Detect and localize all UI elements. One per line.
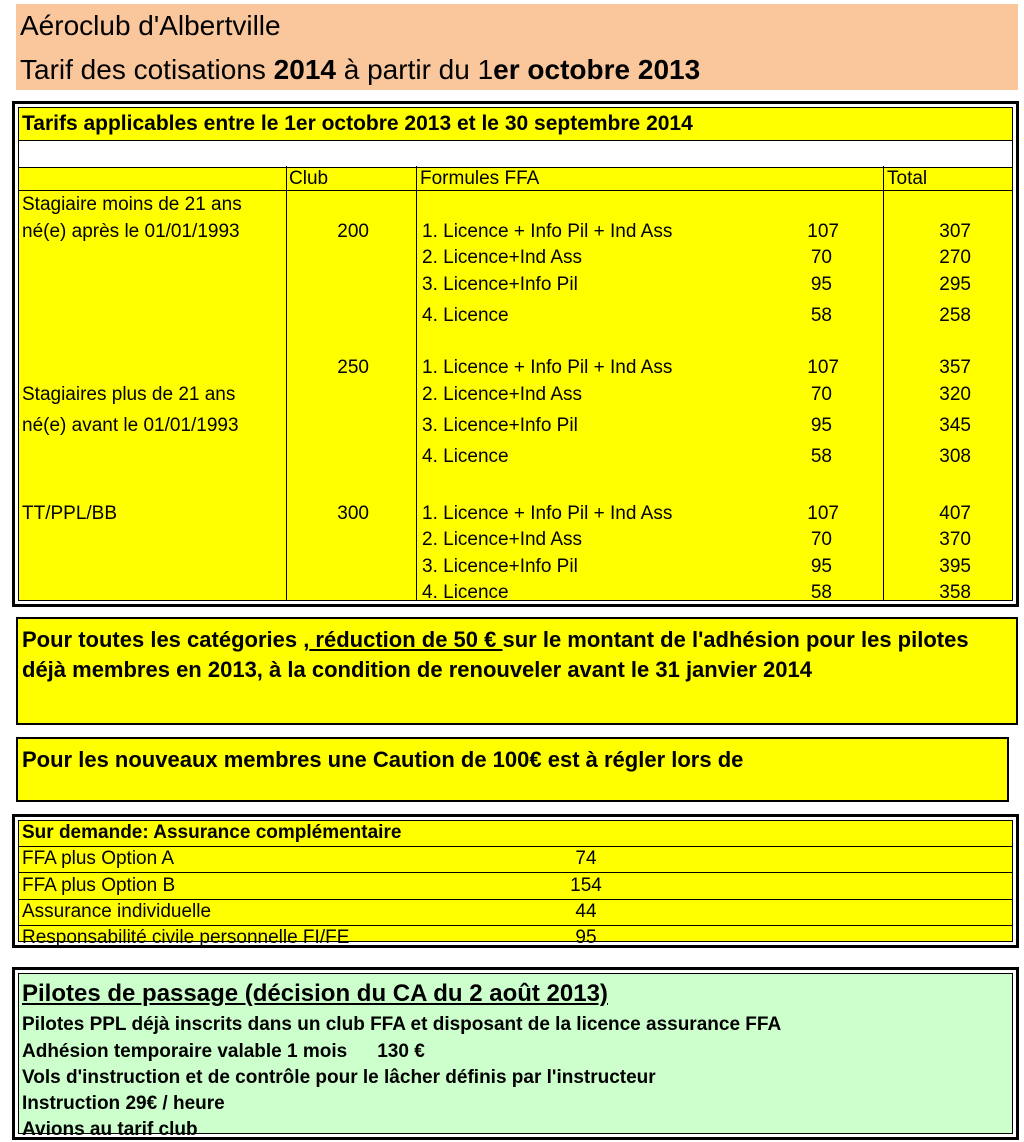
club-price: 200 bbox=[337, 221, 369, 242]
ffa-price: 107 bbox=[807, 357, 839, 378]
club-name: Aéroclub d'Albertville bbox=[20, 10, 281, 41]
row-divider bbox=[19, 925, 1012, 926]
formula-label: 1. Licence + Info Pil + Ind Ass bbox=[422, 503, 673, 524]
insurance-item-label: FFA plus Option A bbox=[22, 848, 175, 869]
formula-label: 3. Licence+Info Pil bbox=[422, 274, 578, 295]
formula-label: 4. Licence bbox=[422, 446, 509, 467]
ffa-price: 58 bbox=[810, 305, 832, 326]
formula-label: 4. Licence bbox=[422, 582, 509, 603]
reduction-text-intro: Pour toutes les catégories , bbox=[22, 627, 310, 652]
ffa-price: 95 bbox=[810, 415, 832, 436]
total-price: 258 bbox=[939, 305, 971, 326]
visiting-pilots-instruction-rate: Instruction 29€ / heure bbox=[22, 1093, 225, 1114]
subtitle-year: 2014 bbox=[273, 54, 336, 85]
row-divider bbox=[19, 846, 1012, 847]
insurance-table bbox=[12, 814, 1019, 948]
column-divider-club bbox=[286, 166, 287, 600]
insurance-item-price: 154 bbox=[570, 875, 602, 896]
visiting-pilots-box bbox=[12, 967, 1019, 1140]
category-label: Stagiaires plus de 21 ans bbox=[22, 384, 236, 405]
category-sublabel: né(e) avant le 01/01/1993 bbox=[22, 415, 239, 436]
subtitle-middle: à partir du 1 bbox=[335, 54, 494, 85]
tariff-subtitle bbox=[20, 54, 700, 86]
ffa-price: 70 bbox=[810, 384, 832, 405]
visiting-pilots-instruction-flights: Vols d'instruction et de contrôle pour le lâcher définis par l'instructeur bbox=[22, 1067, 656, 1088]
formula-label: 4. Licence bbox=[422, 305, 509, 326]
tariff-table-body bbox=[18, 107, 1013, 601]
column-divider-total bbox=[883, 166, 884, 600]
formula-label: 2. Licence+Ind Ass bbox=[422, 384, 583, 405]
category-label: TT/PPL/BB bbox=[22, 503, 118, 524]
visiting-pilots-membership bbox=[22, 1041, 425, 1063]
total-price: 407 bbox=[939, 503, 971, 524]
temporary-membership-price: 130 € bbox=[377, 1041, 425, 1062]
column-header-ffa: Formules FFA bbox=[420, 168, 540, 189]
ffa-price: 107 bbox=[807, 221, 839, 242]
blank-row bbox=[19, 140, 1012, 168]
total-price: 345 bbox=[939, 415, 971, 436]
total-price: 395 bbox=[939, 556, 971, 577]
total-price: 370 bbox=[939, 529, 971, 550]
total-price: 320 bbox=[939, 384, 971, 405]
insurance-item-label: Assurance individuelle bbox=[22, 901, 212, 922]
temporary-membership-label: Adhésion temporaire valable 1 mois bbox=[22, 1041, 348, 1062]
deposit-text: Pour les nouveaux membres une Caution de 100€ est à régler lors de bbox=[22, 747, 744, 772]
reduction-text bbox=[22, 625, 1008, 685]
row-divider bbox=[19, 872, 1012, 873]
total-price: 307 bbox=[939, 221, 971, 242]
deposit-note bbox=[16, 737, 1009, 802]
visiting-pilots-eligibility: Pilotes PPL déjà inscrits dans un club FFA et disposant de la licence assurance FFA bbox=[22, 1014, 782, 1035]
row-divider bbox=[19, 899, 1012, 900]
formula-label: 2. Licence+Ind Ass bbox=[422, 247, 583, 268]
reduction-amount: réduction de 50 € bbox=[309, 627, 503, 652]
visiting-pilots-title: Pilotes de passage (décision du CA du 2 août 2013) bbox=[22, 980, 608, 1007]
club-price: 300 bbox=[337, 503, 369, 524]
subtitle-prefix: Tarif des cotisations bbox=[20, 54, 274, 85]
category-sublabel: né(e) après le 01/01/1993 bbox=[22, 221, 240, 242]
reduction-text-condition: sur le montant de l'adhésion pour les pilotes déjà membres en 2013, à la condition de renouveler avant le 31 janvier 2014 bbox=[22, 627, 969, 682]
visiting-pilots-body bbox=[18, 973, 1013, 1140]
ffa-price: 107 bbox=[807, 503, 839, 524]
insurance-title: Sur demande: Assurance complémentaire bbox=[22, 822, 402, 843]
total-price: 295 bbox=[939, 274, 971, 295]
insurance-item-label: Responsabilité civile personnelle FI/FE bbox=[22, 927, 350, 948]
column-header-divider bbox=[19, 190, 1012, 191]
insurance-item-label: FFA plus Option B bbox=[22, 875, 176, 896]
formula-label: 1. Licence + Info Pil + Ind Ass bbox=[422, 357, 673, 378]
visiting-pilots-aircraft-rate: Avions au tarif club bbox=[22, 1119, 198, 1140]
ffa-price: 58 bbox=[810, 582, 832, 603]
ffa-price: 58 bbox=[810, 446, 832, 467]
insurance-table-body bbox=[18, 820, 1013, 948]
reduction-note bbox=[16, 617, 1018, 725]
ffa-price: 95 bbox=[810, 556, 832, 577]
total-price: 270 bbox=[939, 247, 971, 268]
total-price: 357 bbox=[939, 357, 971, 378]
formula-label: 2. Licence+Ind Ass bbox=[422, 529, 583, 550]
total-price: 358 bbox=[939, 582, 971, 603]
insurance-item-price: 95 bbox=[575, 927, 597, 948]
club-price: 250 bbox=[337, 357, 369, 378]
category-label: Stagiaire moins de 21 ans bbox=[22, 194, 242, 215]
subtitle-date: er octobre 2013 bbox=[493, 54, 701, 85]
page-header bbox=[16, 4, 1018, 90]
tariff-table-title: Tarifs applicables entre le 1er octobre 2013 et le 30 septembre 2014 bbox=[22, 112, 693, 135]
insurance-item-price: 74 bbox=[575, 848, 597, 869]
column-header-total: Total bbox=[887, 168, 928, 189]
column-divider-ffa bbox=[416, 166, 417, 600]
formula-label: 1. Licence + Info Pil + Ind Ass bbox=[422, 221, 673, 242]
formula-label: 3. Licence+Info Pil bbox=[422, 415, 578, 436]
tariff-table bbox=[12, 101, 1019, 607]
total-price: 308 bbox=[939, 446, 971, 467]
formula-label: 3. Licence+Info Pil bbox=[422, 556, 578, 577]
ffa-price: 70 bbox=[810, 529, 832, 550]
insurance-item-price: 44 bbox=[575, 901, 597, 922]
ffa-price: 95 bbox=[810, 274, 832, 295]
ffa-price: 70 bbox=[810, 247, 832, 268]
column-header-club: Club bbox=[289, 168, 329, 189]
